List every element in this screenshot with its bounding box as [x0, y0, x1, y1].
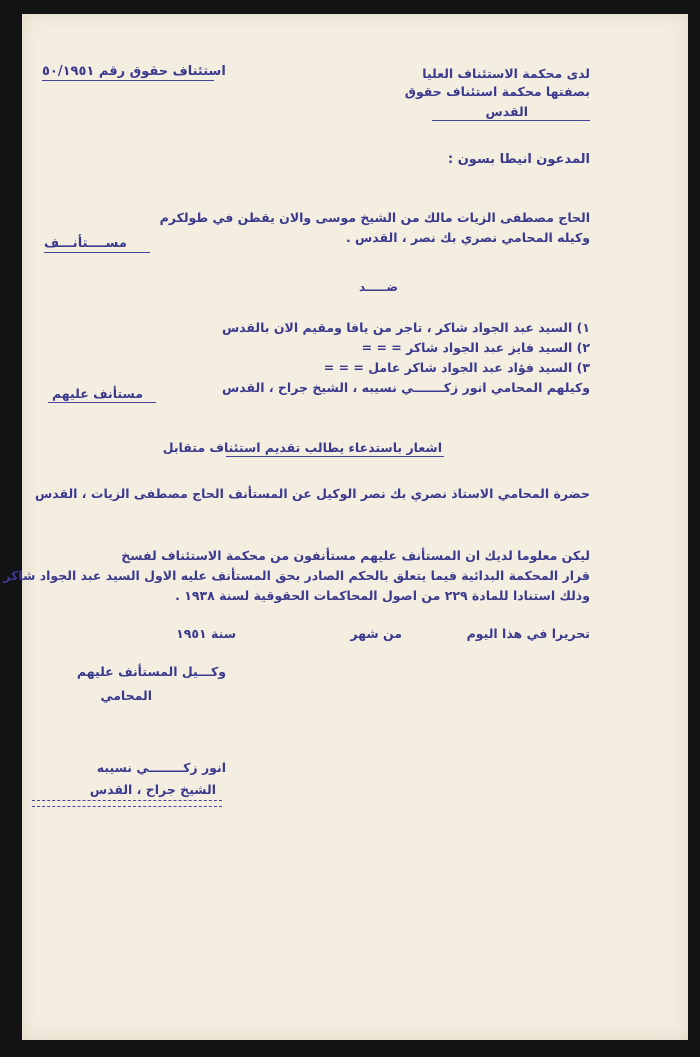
body-line-2: قرار المحكمة البدائية فيما يتعلق بالحكم الصادر بحق المستأنف عليه الاول السيد عبد الجواد شاكر [3, 568, 590, 583]
appellant-label: مســــتأنـــف [44, 236, 127, 251]
signature-role-line-2: المحامي [100, 688, 152, 703]
court-name-line-2: بصفتها محكمة استئناف حقوق [404, 84, 590, 99]
addressee: حضرة المحامي الاستاذ نصري بك نصر الوكيل عن المستأنف الحاج مصطفى الزيات ، القدس [34, 486, 590, 501]
date-prefix: تحريرا في هذا اليوم [466, 626, 590, 641]
signature-double-rule [32, 800, 222, 807]
body-line-1: ليكن معلوما لديك ان المستأنف عليهم مستأنفون من محكمة الاستئناف لفسخ [121, 548, 590, 563]
appellant-label-underline [44, 252, 150, 253]
against-word: ضـــــد [358, 280, 398, 294]
body-line-3: وذلك استنادا للمادة ٢٢٩ من اصول المحاكمات الحقوقية لسنة ١٩٣٨ . [175, 588, 590, 603]
signature-role-line-1: وكـــيل المستأنف عليهم [76, 664, 226, 679]
appellant-heading: المدعون انيطا بسون : [447, 152, 590, 167]
court-name-line-1: لدى محكمة الاستئناف العليا [422, 66, 590, 81]
appellant-line-1: الحاج مصطفى الزيات مالك من الشيخ موسى والان يقطن في طولكرم [159, 210, 590, 225]
notice-title: اشعار باستدعاء يطالب تقديم استئناف متقابل [162, 440, 442, 455]
case-reference-underline [42, 80, 214, 81]
date-year: سنة ١٩٥١ [176, 626, 236, 641]
respondent-3: ٣) السيد فؤاد عبد الجواد شاكر عامل = = = [323, 360, 590, 375]
signature-name-line-1: انور زكــــــــي نسيبه [96, 760, 226, 775]
respondent-1: ١) السيد عبد الجواد شاكر ، تاجر من يافا ومقيم الان بالقدس [221, 320, 590, 335]
date-month: من شهر [350, 626, 402, 641]
document-page [3, 14, 688, 1040]
notice-title-underline [226, 456, 444, 457]
signature-name-line-2: الشيخ جراح ، القدس [89, 782, 216, 797]
respondents-label-underline [48, 402, 156, 403]
respondents-attorney: وكيلهم المحامي انور زكـــــــي نسيبه ، الشيخ جراح ، القدس [222, 380, 590, 395]
court-city: القدس [485, 104, 528, 119]
case-reference: استئناف حقوق رقم ٥٠/١٩٥١ [42, 64, 226, 79]
appellant-line-2: وكيله المحامي نصري بك نصر ، القدس . [345, 230, 590, 245]
respondents-label: مستأنف عليهم [52, 386, 143, 401]
court-underline [432, 120, 590, 121]
respondent-2: ٢) السيد فايز عبد الجواد شاكر = = = [361, 340, 590, 355]
